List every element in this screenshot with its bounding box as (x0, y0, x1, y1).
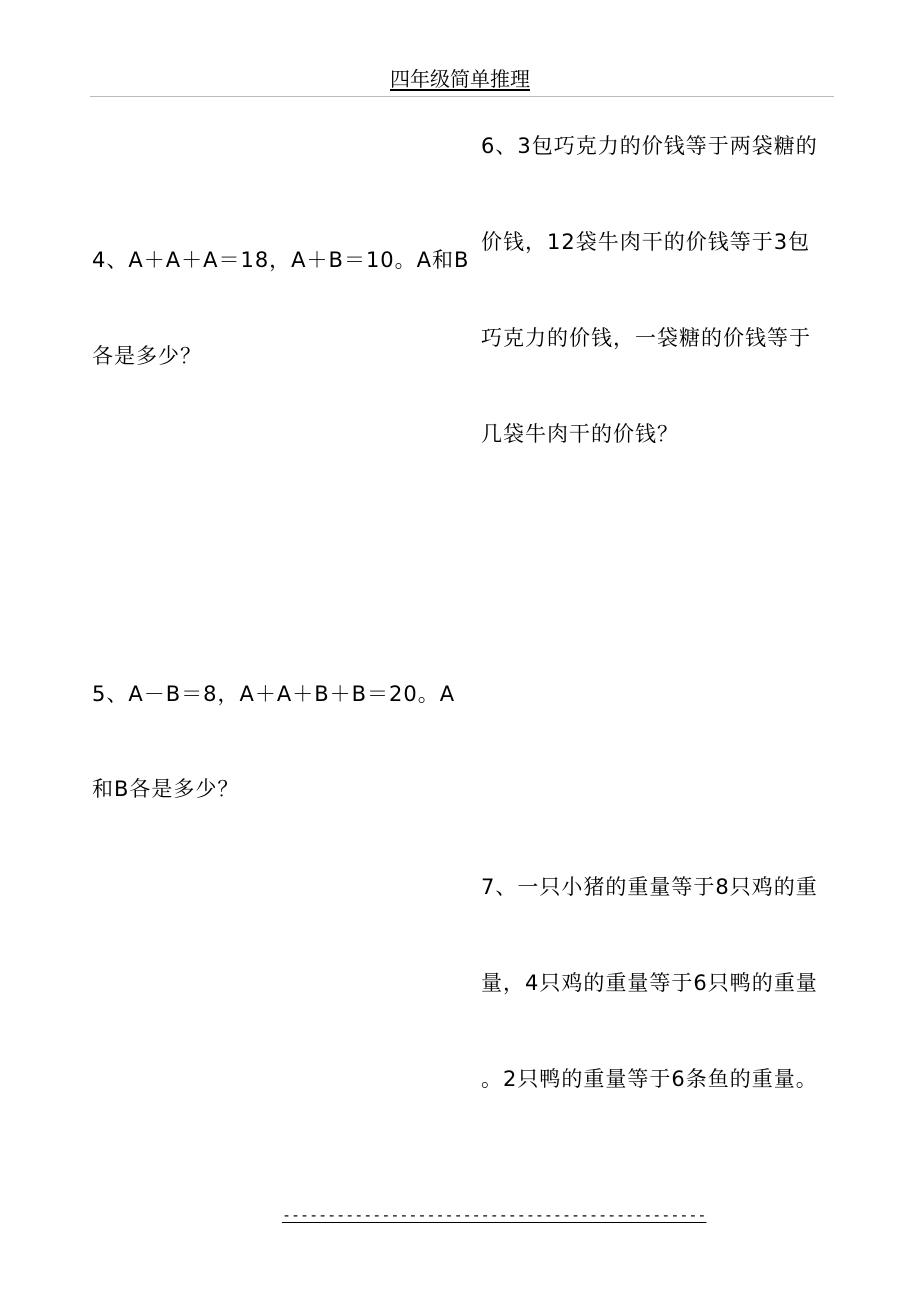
question-6-line-1: 6、3包巧克力的价钱等于两袋糖的 (481, 134, 818, 158)
question-4-line-1: 4、A＋A＋A＝18，A＋B＝10。A和B (92, 248, 470, 272)
question-6-line-4: 几袋牛肉干的价钱？ (481, 422, 679, 446)
question-7-line-2: 量，4只鸡的重量等于6只鸭的重量 (481, 971, 818, 995)
question-5-line-1: 5、A－B＝8，A＋A＋B＋B＝20。A (92, 682, 456, 706)
question-6-line-3: 巧克力的价钱，一袋糖的价钱等于 (481, 326, 811, 350)
question-7-line-3: 。2只鸭的重量等于6条鱼的重量。 (481, 1067, 818, 1091)
question-6-line-2: 价钱，12袋牛肉干的价钱等于3包 (481, 230, 811, 254)
footer-separator: ----------------------------------------------- (282, 1206, 707, 1224)
header-divider (90, 96, 834, 97)
question-7-line-1: 7、一只小猪的重量等于8只鸡的重 (481, 875, 818, 899)
question-5-line-2: 和B各是多少？ (92, 777, 240, 801)
question-4-line-2: 各是多少？ (92, 344, 202, 368)
page-title: 四年级简单推理 (390, 67, 530, 91)
